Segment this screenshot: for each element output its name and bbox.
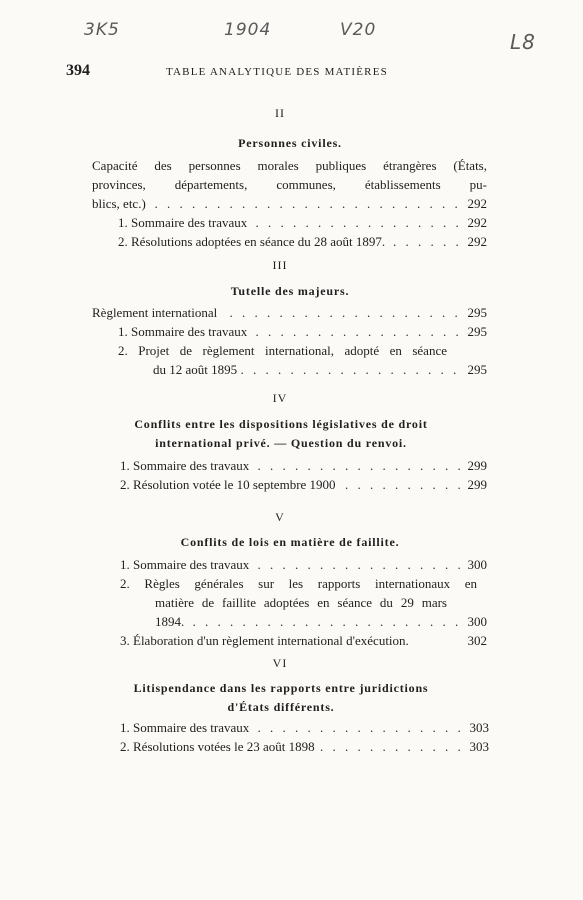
toc-entry	[120, 555, 487, 650]
page-ref: 295	[464, 322, 488, 341]
section-title-line: international privé. — Question du renvoi.	[155, 436, 407, 450]
toc-entry	[92, 156, 487, 213]
entry-line: matière de faillite adoptées en séance du 29 mars	[155, 595, 447, 610]
page-ref: 295	[464, 360, 488, 379]
toc-entry	[118, 213, 487, 251]
section-numeral: III	[272, 258, 288, 272]
toc-entry	[120, 456, 487, 494]
section-title-line: Litispendance dans les rapports entre juridictions	[133, 681, 429, 695]
page-ref: 292	[464, 213, 488, 232]
entry-line: 1. Sommaire des travaux	[120, 458, 253, 473]
handwritten-note-1: 3K5	[84, 20, 120, 40]
handwritten-note-4: L8	[510, 30, 536, 54]
section-title-line: d'États différents.	[227, 700, 335, 714]
handwritten-note-2: 1904	[224, 20, 272, 40]
entry-line: 1. Sommaire des travaux	[120, 557, 253, 572]
entry-line: 2. Projet de règlement international, adopté en séance	[118, 343, 447, 358]
handwritten-note-3: V20	[340, 20, 377, 40]
entry-line: 1. Sommaire des travaux	[120, 720, 253, 735]
entry-line: 2. Règles générales sur les rapports internationaux en	[120, 576, 477, 591]
section-numeral: V	[275, 510, 285, 524]
toc-entry	[92, 303, 487, 322]
section-numeral: VI	[272, 656, 288, 670]
page-ref: 300	[464, 612, 488, 631]
page-ref: 299	[464, 456, 488, 475]
entry-line: blics, etc.)	[92, 196, 150, 211]
section-title-line: Conflits entre les dispositions législatives de droit	[134, 417, 428, 431]
entry-line: 2. Résolutions votées le 23 août 1898	[120, 739, 319, 754]
entry-line: 3. Élaboration d'un règlement international d'exécution.	[120, 633, 413, 648]
section-title: Conflits de lois en matière de faillite.	[180, 535, 400, 549]
entry-line: 1894.	[155, 614, 188, 629]
entry-line: 2. Résolution votée le 10 septembre 1900	[120, 477, 340, 492]
page-ref: 295	[464, 303, 488, 322]
page-ref: 300	[464, 555, 488, 574]
page-header	[66, 62, 493, 82]
entry-line: 1. Sommaire des travaux	[118, 324, 251, 339]
page-ref: 299	[464, 475, 488, 494]
section-title	[100, 415, 462, 453]
page-number: 394	[66, 62, 90, 79]
section-numeral: IV	[272, 391, 288, 405]
entry-line: provinces, départements, communes, établissements pu-	[92, 177, 487, 192]
page-ref: 303	[466, 718, 490, 737]
section-numeral: II	[275, 106, 285, 120]
section-title: Personnes civiles.	[238, 136, 342, 150]
entry-line: 1. Sommaire des travaux	[118, 215, 251, 230]
toc-entry	[120, 718, 489, 756]
entry-line: 2. Résolutions adoptées en séance du 28 août 1897.	[118, 234, 389, 249]
running-title: TABLE ANALYTIQUE DES MATIÈRES	[166, 66, 388, 78]
entry-line: Capacité des personnes morales publiques étrangères (États,	[92, 158, 487, 173]
page-ref: 303	[466, 737, 490, 756]
toc-entry	[118, 322, 487, 379]
page-ref: 292	[464, 232, 488, 251]
section-title: Tutelle des majeurs.	[230, 284, 350, 298]
section-title	[100, 679, 462, 717]
entry-line: du 12 août 1895	[153, 362, 241, 377]
entry-line: Règlement international	[92, 305, 221, 320]
page-ref: 302	[464, 631, 488, 650]
page-ref: 292	[464, 194, 488, 213]
